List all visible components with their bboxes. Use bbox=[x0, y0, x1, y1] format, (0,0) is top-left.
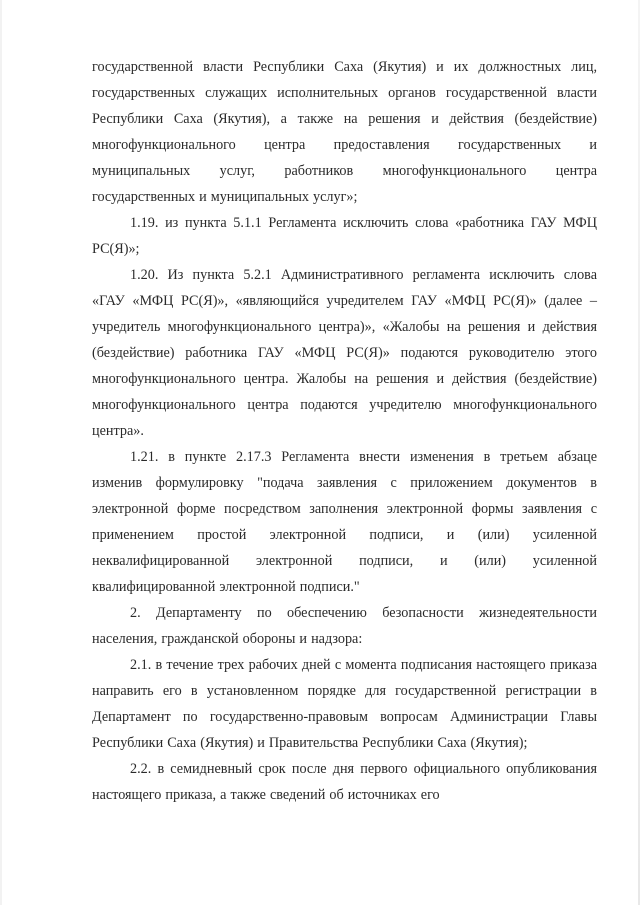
paragraph-1-19: 1.19. из пункта 5.1.1 Регламента исключить слова «работника ГАУ МФЦ РС(Я)»; bbox=[92, 215, 597, 257]
paragraph-2-1: 2.1. в течение трех рабочих дней с момента подписания настоящего приказа направить его в установленном порядке для государственной регистрации в Департамент по государственно-правовым вопросам Администрации Главы Республики Саха (Якутия) и Правительства Республики Саха (Якутия); bbox=[92, 657, 597, 751]
paragraph-1-21: 1.21. в пункте 2.17.3 Регламента внести изменения в третьем абзаце изменив формулировку "подача заявления с приложением документов в электронной форме посредством заполнения электронной формы заявления с применением простой электронной подписи, и (или) усиленной неквалифицированной электронной подписи, и (или) усиленной квалифицированной электронной подписи." bbox=[92, 449, 597, 595]
document-body bbox=[92, 54, 597, 808]
paragraph-continuation: государственной власти Республики Саха (Якутия) и их должностных лиц, государственных служащих исполнительных органов государственной власти Республики Саха (Якутия), а также на решения и действия (бездействие) многофункционального центра предоставления государственных и муниципальных услуг, работников многофункционального центра государственных и муниципальных услуг»; bbox=[92, 59, 597, 205]
paragraph-2: 2. Департаменту по обеспечению безопасности жизнедеятельности населения, гражданской обороны и надзора: bbox=[92, 605, 597, 647]
scan-edge-left bbox=[0, 0, 2, 905]
paragraph-1-20: 1.20. Из пункта 5.2.1 Административного регламента исключить слова «ГАУ «МФЦ РС(Я)», «являющийся учредителем ГАУ «МФЦ РС(Я)» (далее – учредитель многофункционального центра)», «Жалобы на решения и действия (бездействие) работника ГАУ «МФЦ РС(Я)» подаются руководителю этого многофункционального центра. Жалобы на решения и действия (бездействие) многофункционального центра подаются учредителю многофункционального центра». bbox=[92, 267, 597, 439]
paragraph-2-2: 2.2. в семидневный срок после дня первого официального опубликования настоящего приказа, а также сведений об источниках его bbox=[92, 761, 597, 803]
